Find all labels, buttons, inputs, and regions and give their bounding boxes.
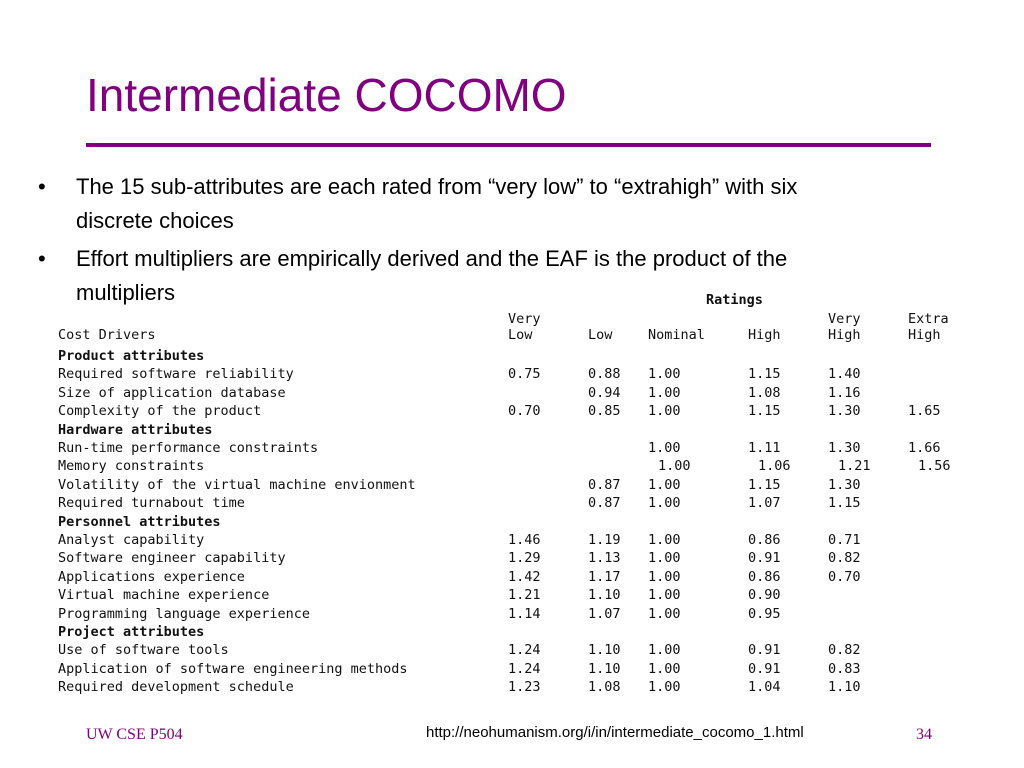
bullet-text: Effort multipliers are empirically derived and the EAF is the product of the multipliers: [76, 246, 788, 305]
multiplier-cell: 1.42: [508, 569, 541, 585]
multiplier-cell: 0.71: [828, 532, 861, 548]
bullet-dot-icon: •: [38, 246, 46, 271]
bullet-text: The 15 sub-attributes are each rated from “very low” to “extrahigh” with six discrete choices: [76, 174, 798, 233]
cost-driver-label: Required software reliability: [58, 366, 294, 382]
multiplier-cell: 1.10: [588, 642, 621, 658]
multiplier-cell: 1.14: [508, 606, 541, 622]
multiplier-cell: 1.15: [748, 477, 781, 493]
multiplier-cell: 1.15: [748, 366, 781, 382]
multiplier-cell: 1.16: [828, 385, 861, 401]
section-label: Product attributes: [58, 348, 205, 364]
multiplier-cell: 0.87: [588, 477, 621, 493]
cost-driver-label: Programming language experience: [58, 606, 310, 622]
multiplier-cell: 1.00: [648, 569, 681, 585]
multiplier-cell: 1.46: [508, 532, 541, 548]
cost-driver-label: Required development schedule: [58, 679, 294, 695]
table-row: [58, 494, 978, 512]
multiplier-cell: 1.00: [648, 403, 681, 419]
multiplier-cell: 1.04: [748, 679, 781, 695]
multiplier-cell: 1.24: [508, 642, 541, 658]
cost-driver-label: Application of software engineering methods: [58, 661, 408, 677]
multiplier-cell: 1.19: [588, 532, 621, 548]
footer-course: UW CSE P504: [86, 726, 183, 743]
multiplier-cell: 1.15: [748, 403, 781, 419]
bullet-dot-icon: •: [38, 174, 46, 199]
multiplier-cell: 1.00: [648, 495, 681, 511]
multiplier-cell: 1.06: [758, 458, 791, 474]
header-top-0: Very: [508, 311, 541, 327]
table-row: [58, 531, 978, 549]
slide-title: Intermediate COCOMO: [86, 69, 567, 121]
cost-driver-label: Complexity of the product: [58, 403, 262, 419]
multiplier-cell: 0.94: [588, 385, 621, 401]
multiplier-cell: 0.95: [748, 606, 781, 622]
section-label: Personnel attributes: [58, 514, 221, 530]
table-row: [58, 365, 978, 383]
header-bottom-4: High: [828, 327, 861, 343]
multiplier-cell: 1.00: [648, 532, 681, 548]
section-header: [58, 513, 978, 531]
multiplier-cell: 0.87: [588, 495, 621, 511]
section-header: [58, 421, 978, 439]
multiplier-cell: 0.91: [748, 550, 781, 566]
header-cost-drivers: Cost Drivers: [58, 327, 156, 343]
bullet-item: [38, 170, 838, 238]
multiplier-cell: 1.23: [508, 679, 541, 695]
table-row: [58, 605, 978, 623]
multiplier-cell: 1.00: [648, 366, 681, 382]
multiplier-cell: 1.30: [828, 477, 861, 493]
cost-driver-label: Volatility of the virtual machine envionment: [58, 477, 416, 493]
cost-driver-label: Size of application database: [58, 385, 286, 401]
table-row: [58, 549, 978, 567]
title-underline: [86, 143, 931, 147]
section-label: Hardware attributes: [58, 422, 213, 438]
multiplier-cell: 1.13: [588, 550, 621, 566]
multiplier-cell: 1.10: [828, 679, 861, 695]
multiplier-cell: 1.56: [918, 458, 951, 474]
multiplier-cell: 1.65: [908, 403, 941, 419]
table-row: [58, 439, 978, 457]
multiplier-cell: 1.00: [648, 661, 681, 677]
table-row: [58, 641, 978, 659]
multiplier-cell: 0.82: [828, 642, 861, 658]
cost-driver-label: Virtual machine experience: [58, 587, 270, 603]
multiplier-cell: 0.82: [828, 550, 861, 566]
multiplier-cell: 1.29: [508, 550, 541, 566]
multiplier-cell: 0.70: [828, 569, 861, 585]
multiplier-cell: 1.11: [748, 440, 781, 456]
multiplier-cell: 1.24: [508, 661, 541, 677]
multiplier-cell: 1.00: [648, 642, 681, 658]
multiplier-cell: 1.07: [748, 495, 781, 511]
multiplier-cell: 0.90: [748, 587, 781, 603]
table-row: [58, 568, 978, 586]
multiplier-cell: 1.00: [648, 440, 681, 456]
table-row: [58, 678, 978, 696]
multiplier-cell: 1.08: [588, 679, 621, 695]
section-header: [58, 347, 978, 365]
multiplier-cell: 1.15: [828, 495, 861, 511]
multiplier-cell: 0.70: [508, 403, 541, 419]
multiplier-cell: 1.00: [648, 606, 681, 622]
table-row: [58, 402, 978, 420]
header-bottom-1: Low: [588, 327, 613, 343]
multiplier-cell: 1.40: [828, 366, 861, 382]
multiplier-cell: 1.00: [648, 679, 681, 695]
table-row: [58, 660, 978, 678]
multiplier-cell: 1.00: [648, 385, 681, 401]
multiplier-cell: 1.00: [648, 587, 681, 603]
cost-driver-label: Run-time performance constraints: [58, 440, 319, 456]
cost-driver-label: Applications experience: [58, 569, 245, 585]
multiplier-cell: 1.21: [508, 587, 541, 603]
multiplier-cell: 0.91: [748, 642, 781, 658]
multiplier-cell: 0.86: [748, 569, 781, 585]
multiplier-cell: 1.21: [838, 458, 871, 474]
cost-driver-label: Required turnabout time: [58, 495, 245, 511]
section-label: Project attributes: [58, 624, 205, 640]
cost-driver-label: Software engineer capability: [58, 550, 286, 566]
cost-driver-table: [58, 292, 978, 697]
multiplier-cell: 1.00: [658, 458, 691, 474]
multiplier-cell: 0.85: [588, 403, 621, 419]
multiplier-cell: 1.10: [588, 661, 621, 677]
multiplier-cell: 1.00: [648, 477, 681, 493]
multiplier-cell: 1.30: [828, 440, 861, 456]
multiplier-cell: 1.30: [828, 403, 861, 419]
header-bottom-5: High: [908, 327, 941, 343]
multiplier-cell: 1.17: [588, 569, 621, 585]
table-row: [58, 457, 978, 475]
table-row: [58, 586, 978, 604]
table-row: [58, 476, 978, 494]
multiplier-cell: 1.66: [908, 440, 941, 456]
multiplier-cell: 0.83: [828, 661, 861, 677]
cost-driver-label: Use of software tools: [58, 642, 229, 658]
multiplier-cell: 0.88: [588, 366, 621, 382]
footer-url: http://neohumanism.org/i/in/intermediate_cocomo_1.html: [426, 724, 804, 741]
header-top-4: Very: [828, 311, 861, 327]
multiplier-cell: 1.00: [648, 550, 681, 566]
ratings-label: Ratings: [706, 292, 763, 308]
multiplier-cell: 0.86: [748, 532, 781, 548]
page-number: 34: [916, 726, 932, 743]
header-bottom-2: Nominal: [648, 327, 705, 343]
header-bottom-0: Low: [508, 327, 533, 343]
multiplier-cell: 0.75: [508, 366, 541, 382]
cost-driver-label: Memory constraints: [58, 458, 205, 474]
multiplier-cell: 0.91: [748, 661, 781, 677]
table-row: [58, 384, 978, 402]
cost-driver-label: Analyst capability: [58, 532, 205, 548]
multiplier-cell: 1.08: [748, 385, 781, 401]
multiplier-cell: 1.10: [588, 587, 621, 603]
section-header: [58, 623, 978, 641]
header-bottom-3: High: [748, 327, 781, 343]
multiplier-cell: 1.07: [588, 606, 621, 622]
header-top-5: Extra: [908, 311, 949, 327]
